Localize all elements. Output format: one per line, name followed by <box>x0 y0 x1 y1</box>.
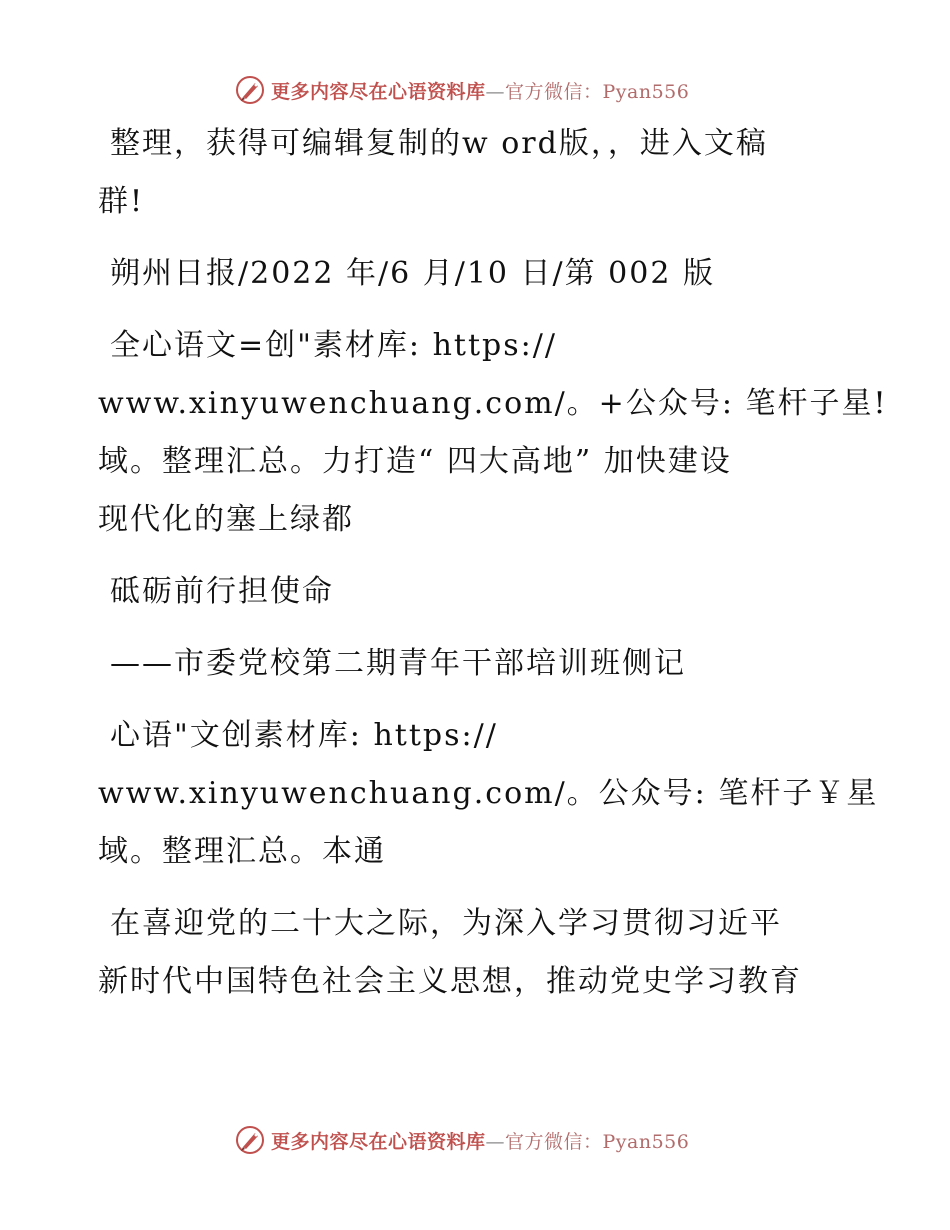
pen-nib-logo-icon <box>235 1125 265 1155</box>
text-line: www.xinyuwenchuang.com/。+公众号: 笔杆子星! <box>98 386 888 421</box>
text-line: 群! <box>98 184 145 219</box>
watermark-site-text: 更多内容尽在心语资料库 <box>271 1130 486 1153</box>
text-line: ——市委党校第二期青年干部培训班侧记 <box>110 646 686 681</box>
watermark-text <box>271 77 689 104</box>
watermark-wechat-text: 官方微信：Pyan556 <box>505 1130 690 1153</box>
header-watermark <box>235 72 715 108</box>
document-body <box>98 115 888 1011</box>
text-line: 域。整理汇总。力打造“ 四大高地” 加快建设 <box>98 444 732 479</box>
text-line: 砥砺前行担使命 <box>110 574 334 609</box>
watermark-site-text: 更多内容尽在心语资料库 <box>271 80 486 103</box>
paragraph-source <box>98 245 858 303</box>
paragraph-body <box>98 895 858 1011</box>
paragraph-intro <box>98 115 858 231</box>
footer-watermark <box>235 1122 715 1158</box>
text-line: 新时代中国特色社会主义思想，推动党史学习教育 <box>98 964 802 999</box>
text-line: 在喜迎党的二十大之际，为深入学习贯彻习近平 <box>110 906 782 941</box>
watermark-text <box>271 1127 689 1154</box>
text-line: 心语"文创素材库: https:// <box>110 718 498 753</box>
text-line: 朔州日报/2022 年/6 月/10 日/第 002 版 <box>110 256 715 291</box>
text-line: 全心语文=创"素材库: https:// <box>110 328 557 363</box>
watermark-wechat-text: 官方微信：Pyan556 <box>505 80 690 103</box>
text-line: 域。整理汇总。本通 <box>98 834 386 869</box>
pen-nib-logo-icon <box>235 75 265 105</box>
text-line: www.xinyuwenchuang.com/。公众号: 笔杆子￥星 <box>98 776 879 811</box>
article-subtitle <box>98 635 858 693</box>
watermark-separator: — <box>485 1130 506 1153</box>
paragraph-promo <box>98 707 879 881</box>
watermark-separator: — <box>485 80 506 103</box>
article-title <box>98 563 858 621</box>
paragraph-headline <box>98 317 888 549</box>
text-line: 现代化的塞上绿都 <box>98 502 354 537</box>
text-line: 整理，获得可编辑复制的w ord版，，进入文稿 <box>110 126 768 161</box>
